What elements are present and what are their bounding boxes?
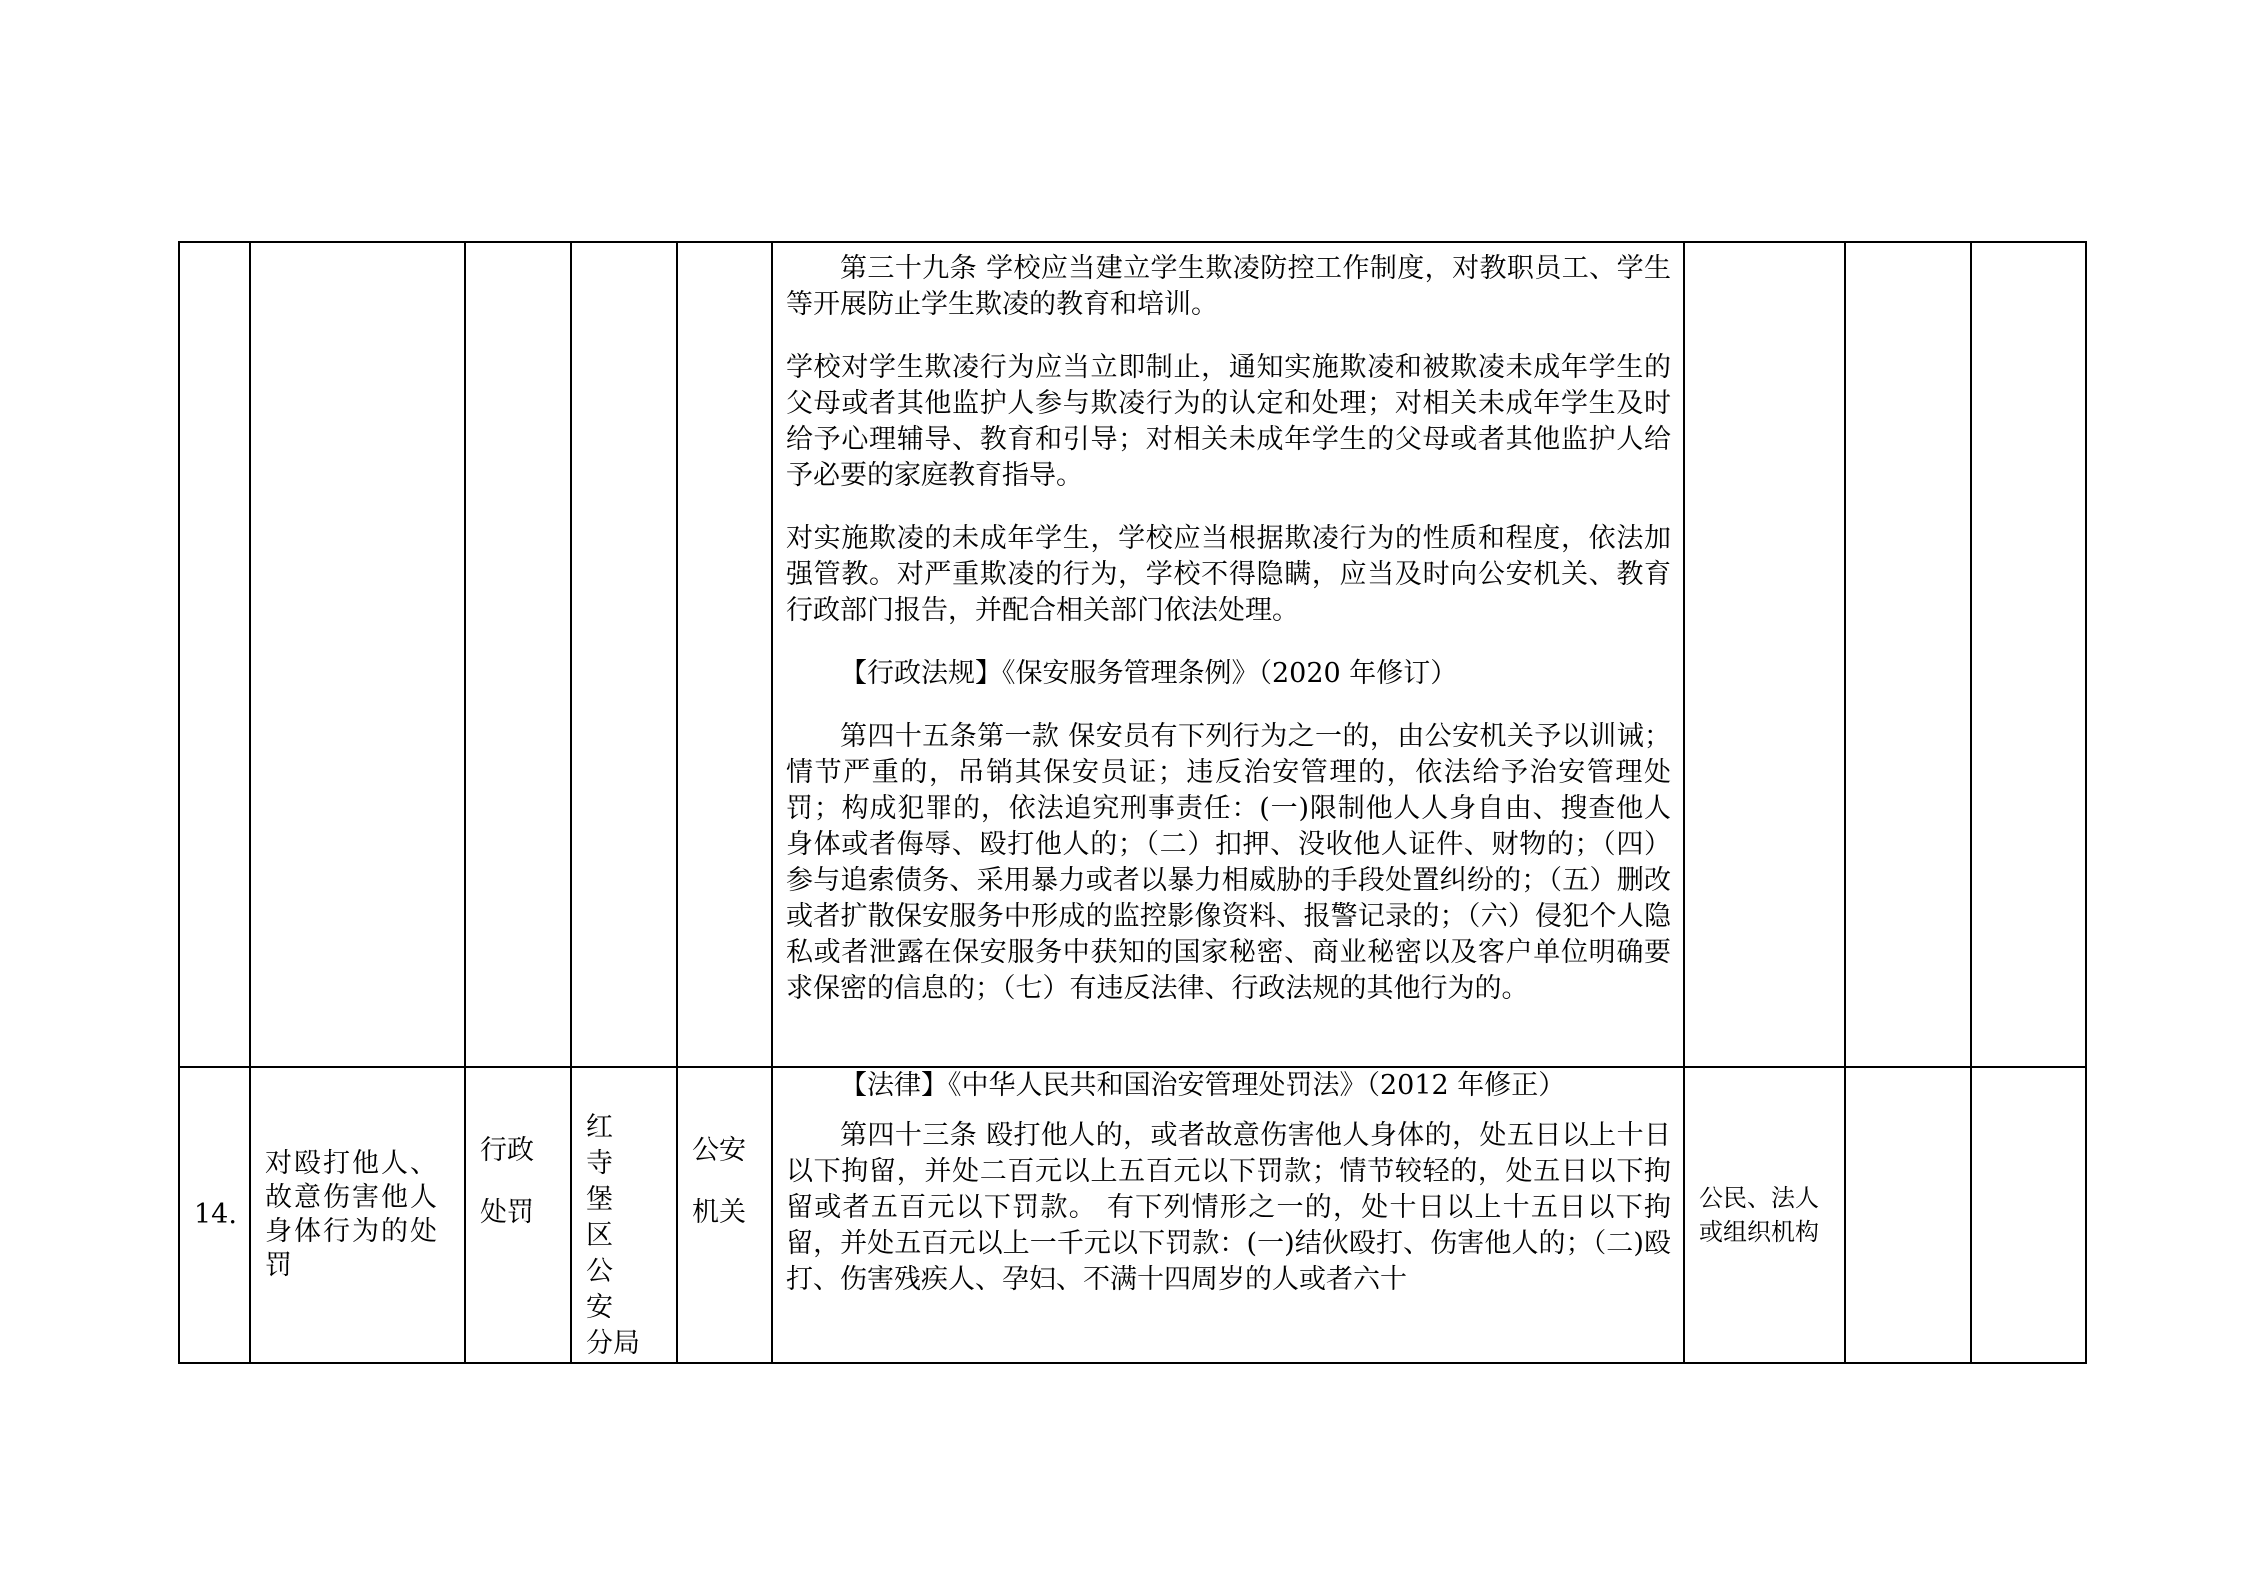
implementing-department bbox=[571, 1067, 677, 1363]
basis-paragraph: 第四十五条第一款 保安员有下列行为之一的，由公安机关予以训诫；情节严重的，吊销其保安员证；违反治安管理的，依法给予治安管理处罚；构成犯罪的，依法追究刑事责任：(一)限制他人人身自由、搜查他人身体或者侮辱、殴打他人的；（二）扣押、没收他人证件、财物的；（四）参与追索债务、采用暴力或者以暴力相威胁的手段处置纠纷的；（五）删改或者扩散保安服务中形成的监控影像资料、报警记录的；（六）侵犯个人隐私或者泄露在保安服务中获知的国家秘密、商业秘密以及客户单位明确要求保密的信息的；（七）有违反法律、行政法规的其他行为的。 bbox=[786, 721, 1671, 1004]
basis-paragraph: 第三十九条 学校应当建立学生欺凌防控工作制度，对教职员工、学生等开展防止学生欺凌的教育和培训。 bbox=[786, 253, 1671, 320]
row-number: 14. bbox=[179, 1067, 250, 1363]
target-object: 公民、法人或组织机构 bbox=[1684, 1067, 1845, 1363]
body-line: 机关 bbox=[692, 1197, 746, 1228]
cell-type-empty bbox=[465, 242, 571, 1067]
basis-paragraph: 学校对学生欺凌行为应当立即制止，通知实施欺凌和被欺凌未成年学生的父母或者其他监护人参与欺凌行为的认定和处理；对相关未成年学生及时给予心理辅导、教育和引导；对相关未成年学生的父母或者其他监护人给予必要的家庭教育指导。 bbox=[786, 352, 1671, 491]
basis-heading: 【行政法规】《保安服务管理条例》（2020 年修订） bbox=[840, 658, 1458, 689]
item-type-line: 处罚 bbox=[480, 1197, 534, 1228]
cell-target-empty bbox=[1684, 242, 1845, 1067]
cell-name-empty bbox=[250, 242, 465, 1067]
item-name: 对殴打他人、故意伤害他人身体行为的处罚 bbox=[250, 1067, 465, 1363]
basis-paragraph: 第四十三条 殴打他人的，或者故意伤害他人身体的，处五日以上十日以下拘留，并处二百元以上五百元以下罚款；情节较轻的，处五日以下拘留或者五百元以下罚款。 有下列情形之一的，处十日以上十五日以下拘留，并处五百元以上一千元以下罚款：(一)结伙殴打、伤害他人的；（二)殴打、伤害残疾人、孕妇、不满十四周岁的人或者六十 bbox=[786, 1120, 1671, 1295]
cell-extra2-empty bbox=[1971, 1067, 2086, 1363]
cell-extra2-empty bbox=[1971, 242, 2086, 1067]
table-row-13-continued bbox=[179, 242, 2086, 1067]
cell-legal-basis bbox=[772, 242, 1684, 1067]
table-row-14 bbox=[179, 1067, 2086, 1363]
cell-dept-empty bbox=[571, 242, 677, 1067]
department-line: 红 寺 bbox=[586, 1112, 640, 1179]
department-line: 堡 区 bbox=[586, 1184, 640, 1251]
basis-clip bbox=[786, 1068, 1671, 1313]
power-list-table bbox=[178, 241, 2087, 1364]
body-line: 公安 bbox=[692, 1135, 746, 1166]
cell-legal-basis bbox=[772, 1067, 1684, 1363]
basis-paragraph: 对实施欺凌的未成年学生，学校应当根据欺凌行为的性质和程度，依法加强管教。对严重欺凌的行为，学校不得隐瞒，应当及时向公安机关、教育行政部门报告，并配合相关部门依法处理。 bbox=[786, 523, 1671, 626]
item-type-line: 行政 bbox=[480, 1135, 534, 1166]
department-line: 分局 bbox=[586, 1328, 640, 1359]
implementing-body bbox=[677, 1067, 772, 1363]
item-type bbox=[465, 1067, 571, 1363]
department-line: 公 安 bbox=[586, 1256, 640, 1323]
cell-extra1-empty bbox=[1845, 242, 1971, 1067]
cell-org-empty bbox=[677, 242, 772, 1067]
cell-extra1-empty bbox=[1845, 1067, 1971, 1363]
basis-heading: 【法律】《中华人民共和国治安管理处罚法》（2012 年修正） bbox=[840, 1070, 1566, 1101]
cell-number-empty bbox=[179, 242, 250, 1067]
